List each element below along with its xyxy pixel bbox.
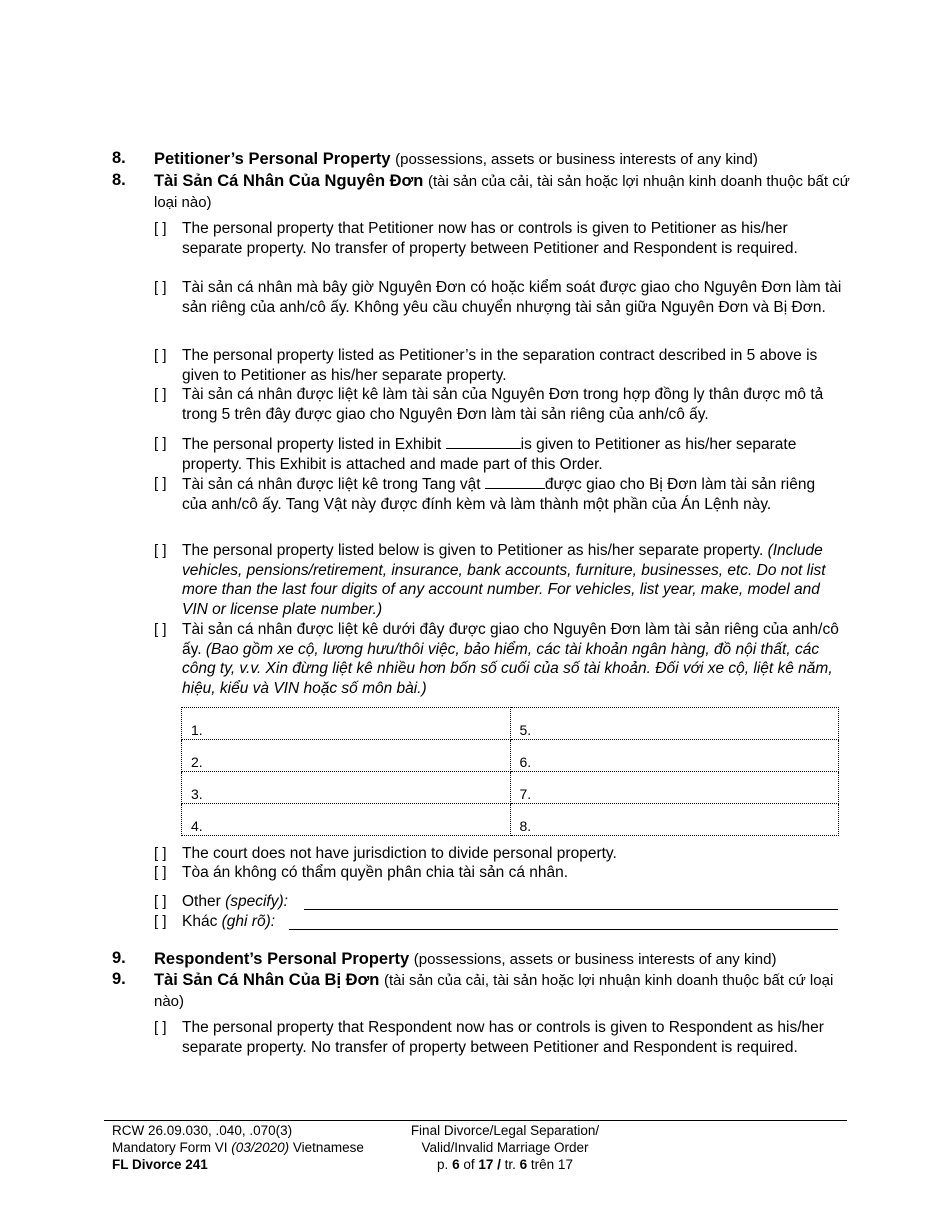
- checkbox-opt4-en[interactable]: [ ]: [154, 542, 167, 559]
- section-9-title-vi: Tài Sản Cá Nhân Của Bị Đơn: [154, 971, 380, 989]
- opt4-text-vi-main: Tài sản cá nhân được liệt kê dưới đây được giao cho Nguyên Đơn làm tài sản riêng của anh/cô ấy.: [182, 621, 839, 658]
- opt5-text-en: The court does not have jurisdiction to divide personal property.: [182, 845, 617, 862]
- checkbox-opt3-en[interactable]: [ ]: [154, 435, 167, 452]
- other-specify-line-en[interactable]: [304, 908, 838, 910]
- section-8-number-vi: 8.: [112, 171, 126, 189]
- opt3-text-vi-end: được giao cho Bị Đơn làm tài sản riêng của anh/cô ấy. Tang Vật này được đính kèm và làm thành một phần của Án Lệnh này.: [182, 476, 816, 513]
- table-cell[interactable]: 2.: [182, 740, 511, 772]
- table-cell[interactable]: 6.: [510, 740, 839, 772]
- footer-page-tr: tr.: [504, 1157, 520, 1172]
- footer-title-1: Final Divorce/Legal Separation/: [410, 1123, 600, 1138]
- checkbox-opt5-vi[interactable]: [ ]: [154, 864, 167, 881]
- footer-divider: [104, 1120, 847, 1121]
- opt3-text-vi-start: Tài sản cá nhân được liệt kê trong Tang vật: [182, 476, 485, 493]
- footer-page-total: 17: [478, 1157, 494, 1172]
- checkbox-opt5-en[interactable]: [ ]: [154, 845, 167, 862]
- opt4-text-en-main: The personal property listed below is given to Petitioner as his/her separate property.: [182, 542, 764, 559]
- table-row: [182, 740, 839, 772]
- table-cell[interactable]: 5.: [510, 708, 839, 740]
- table-cell[interactable]: 1.: [182, 708, 511, 740]
- exhibit-blank[interactable]: [446, 434, 521, 449]
- footer-left: [112, 1122, 412, 1173]
- table-row: [182, 772, 839, 804]
- section-8-desc-en: (possessions, assets or business interests of any kind): [395, 151, 758, 168]
- section-8-title-vi: Tài Sản Cá Nhân Của Nguyên Đơn: [154, 172, 424, 190]
- opt5-text-vi: Tòa án không có thẩm quyền phân chia tài sản cá nhân.: [182, 864, 569, 881]
- table-cell[interactable]: 7.: [510, 772, 839, 804]
- footer-form-a: Mandatory Form VI: [112, 1140, 232, 1155]
- section-8-heading-en: [154, 149, 854, 170]
- opt3-text-en: [182, 434, 842, 474]
- other-label-en: [182, 892, 288, 912]
- s9-opt1-text-en: The personal property that Respondent now has or controls is given to Respondent as his/her separate property. No transfer of property between Petitioner and Respondent is required.: [182, 1019, 824, 1056]
- section-8-title-en: Petitioner’s Personal Property: [154, 150, 391, 168]
- footer-title-2: Valid/Invalid Marriage Order: [421, 1140, 589, 1155]
- checkbox-opt1-en[interactable]: [ ]: [154, 220, 167, 237]
- other-label-en-note: (specify):: [225, 893, 288, 910]
- checkbox-other-vi[interactable]: [ ]: [154, 913, 167, 930]
- footer-form: [112, 1139, 412, 1156]
- checkbox-other-en[interactable]: [ ]: [154, 893, 167, 910]
- section-8-number: 8.: [112, 149, 126, 167]
- opt1-text-en: The personal property that Petitioner now has or controls is given to Petitioner as his/her separate property. No transfer of property between Petitioner and Respondent is required.: [182, 220, 798, 257]
- footer-page: [380, 1156, 630, 1173]
- checkbox-opt1-vi[interactable]: [ ]: [154, 279, 167, 296]
- opt3-text-en-end: is given to Petitioner as his/her separate property. This Exhibit is attached and made part of this Order.: [182, 436, 797, 473]
- footer-page-number-vi: 6: [519, 1157, 528, 1172]
- table-row: [182, 708, 839, 740]
- section-8-heading-vi: [154, 171, 854, 213]
- footer-form-id: FL Divorce 241: [112, 1157, 208, 1172]
- other-label-en-main: Other: [182, 893, 226, 910]
- exhibit-blank-vi[interactable]: [485, 474, 545, 489]
- checkbox-s9-opt1-en[interactable]: [ ]: [154, 1019, 167, 1036]
- section-8-desc-vi: (tài sản của cải, tài sản hoặc lợi nhuận kinh doanh thuộc bất cứ loại nào): [154, 173, 850, 211]
- footer-statute: RCW 26.09.030, .040, .070(3): [112, 1123, 293, 1138]
- opt4-text-en-note: (Include vehicles, pensions/retirement, insurance, bank accounts, furniture, businesses, etc. Do not list more than the last four digits of any account number. For vehicles, list year, make, model and VIN or license plate number.): [182, 542, 826, 618]
- footer-page-of: of: [459, 1157, 479, 1172]
- other-label-vi-main: Khác: [182, 913, 222, 930]
- other-label-vi: [182, 912, 275, 932]
- table-cell[interactable]: 4.: [182, 804, 511, 836]
- section-9-desc-en: (possessions, assets or business interests of any kind): [413, 951, 777, 968]
- section-9-heading-en: [154, 949, 854, 970]
- opt4-text-vi-note: (Bao gồm xe cộ, lương hưu/thôi việc, bảo hiểm, các tài khoản ngân hàng, đồ nội thất, các công ty, v.v. Xin đừng liệt kê nhiều hơn bốn số cuối của số tài khoản. Đối với xe cộ, liệt kê năm, hiệu, kiểu và VIN hoặc số môn bài.): [182, 640, 833, 697]
- checkbox-opt3-vi[interactable]: [ ]: [154, 475, 167, 492]
- opt1-text-vi: Tài sản cá nhân mà bây giờ Nguyên Đơn có hoặc kiểm soát được giao cho Nguyên Đơn làm tài sản riêng của anh/cô ấy. Không yêu cầu chuyển nhượng tài sản giữa Nguyên Đơn và Bị Đơn.: [182, 279, 842, 316]
- opt3-text-vi: [182, 474, 842, 514]
- section-9-desc-vi: (tài sản của cải, tài sản hoặc lợi nhuận kinh doanh thuộc bất cứ loại nào): [154, 972, 834, 1010]
- opt3-text-en-start: The personal property listed in Exhibit: [182, 436, 446, 453]
- section-9-title-en: Respondent’s Personal Property: [154, 950, 410, 968]
- table-row: [182, 804, 839, 836]
- checkbox-opt2-vi[interactable]: [ ]: [154, 386, 167, 403]
- section-9-number: 9.: [112, 949, 126, 967]
- table-cell[interactable]: 8.: [510, 804, 839, 836]
- property-table: [181, 707, 839, 836]
- footer-center: [380, 1122, 630, 1173]
- footer-page-tren: trên 17: [527, 1157, 573, 1172]
- other-specify-line-vi[interactable]: [289, 928, 838, 930]
- checkbox-opt2-en[interactable]: [ ]: [154, 347, 167, 364]
- opt4-text-en: [182, 541, 842, 619]
- section-9-heading-vi: [154, 970, 854, 1012]
- section-9-number-vi: 9.: [112, 970, 126, 988]
- footer-form-b: Vietnamese: [289, 1140, 364, 1155]
- opt2-text-en: The personal property listed as Petitioner’s in the separation contract described in 5 above is given to Petitioner as his/her separate property.: [182, 347, 818, 384]
- footer-form-date: (03/2020): [231, 1140, 290, 1155]
- checkbox-opt4-vi[interactable]: [ ]: [154, 621, 167, 638]
- other-label-vi-note: (ghi rõ):: [221, 913, 276, 930]
- footer-page-sep: /: [493, 1157, 505, 1172]
- footer-page-prefix: p.: [437, 1157, 453, 1172]
- footer-page-number: 6: [452, 1157, 460, 1172]
- opt4-text-vi: [182, 620, 842, 698]
- opt2-text-vi: Tài sản cá nhân được liệt kê làm tài sản của Nguyên Đơn trong hợp đồng ly thân được mô tả trong 5 trên đây được giao cho Nguyên Đơn làm tài sản riêng của anh/cô ấy.: [182, 386, 824, 423]
- table-cell[interactable]: 3.: [182, 772, 511, 804]
